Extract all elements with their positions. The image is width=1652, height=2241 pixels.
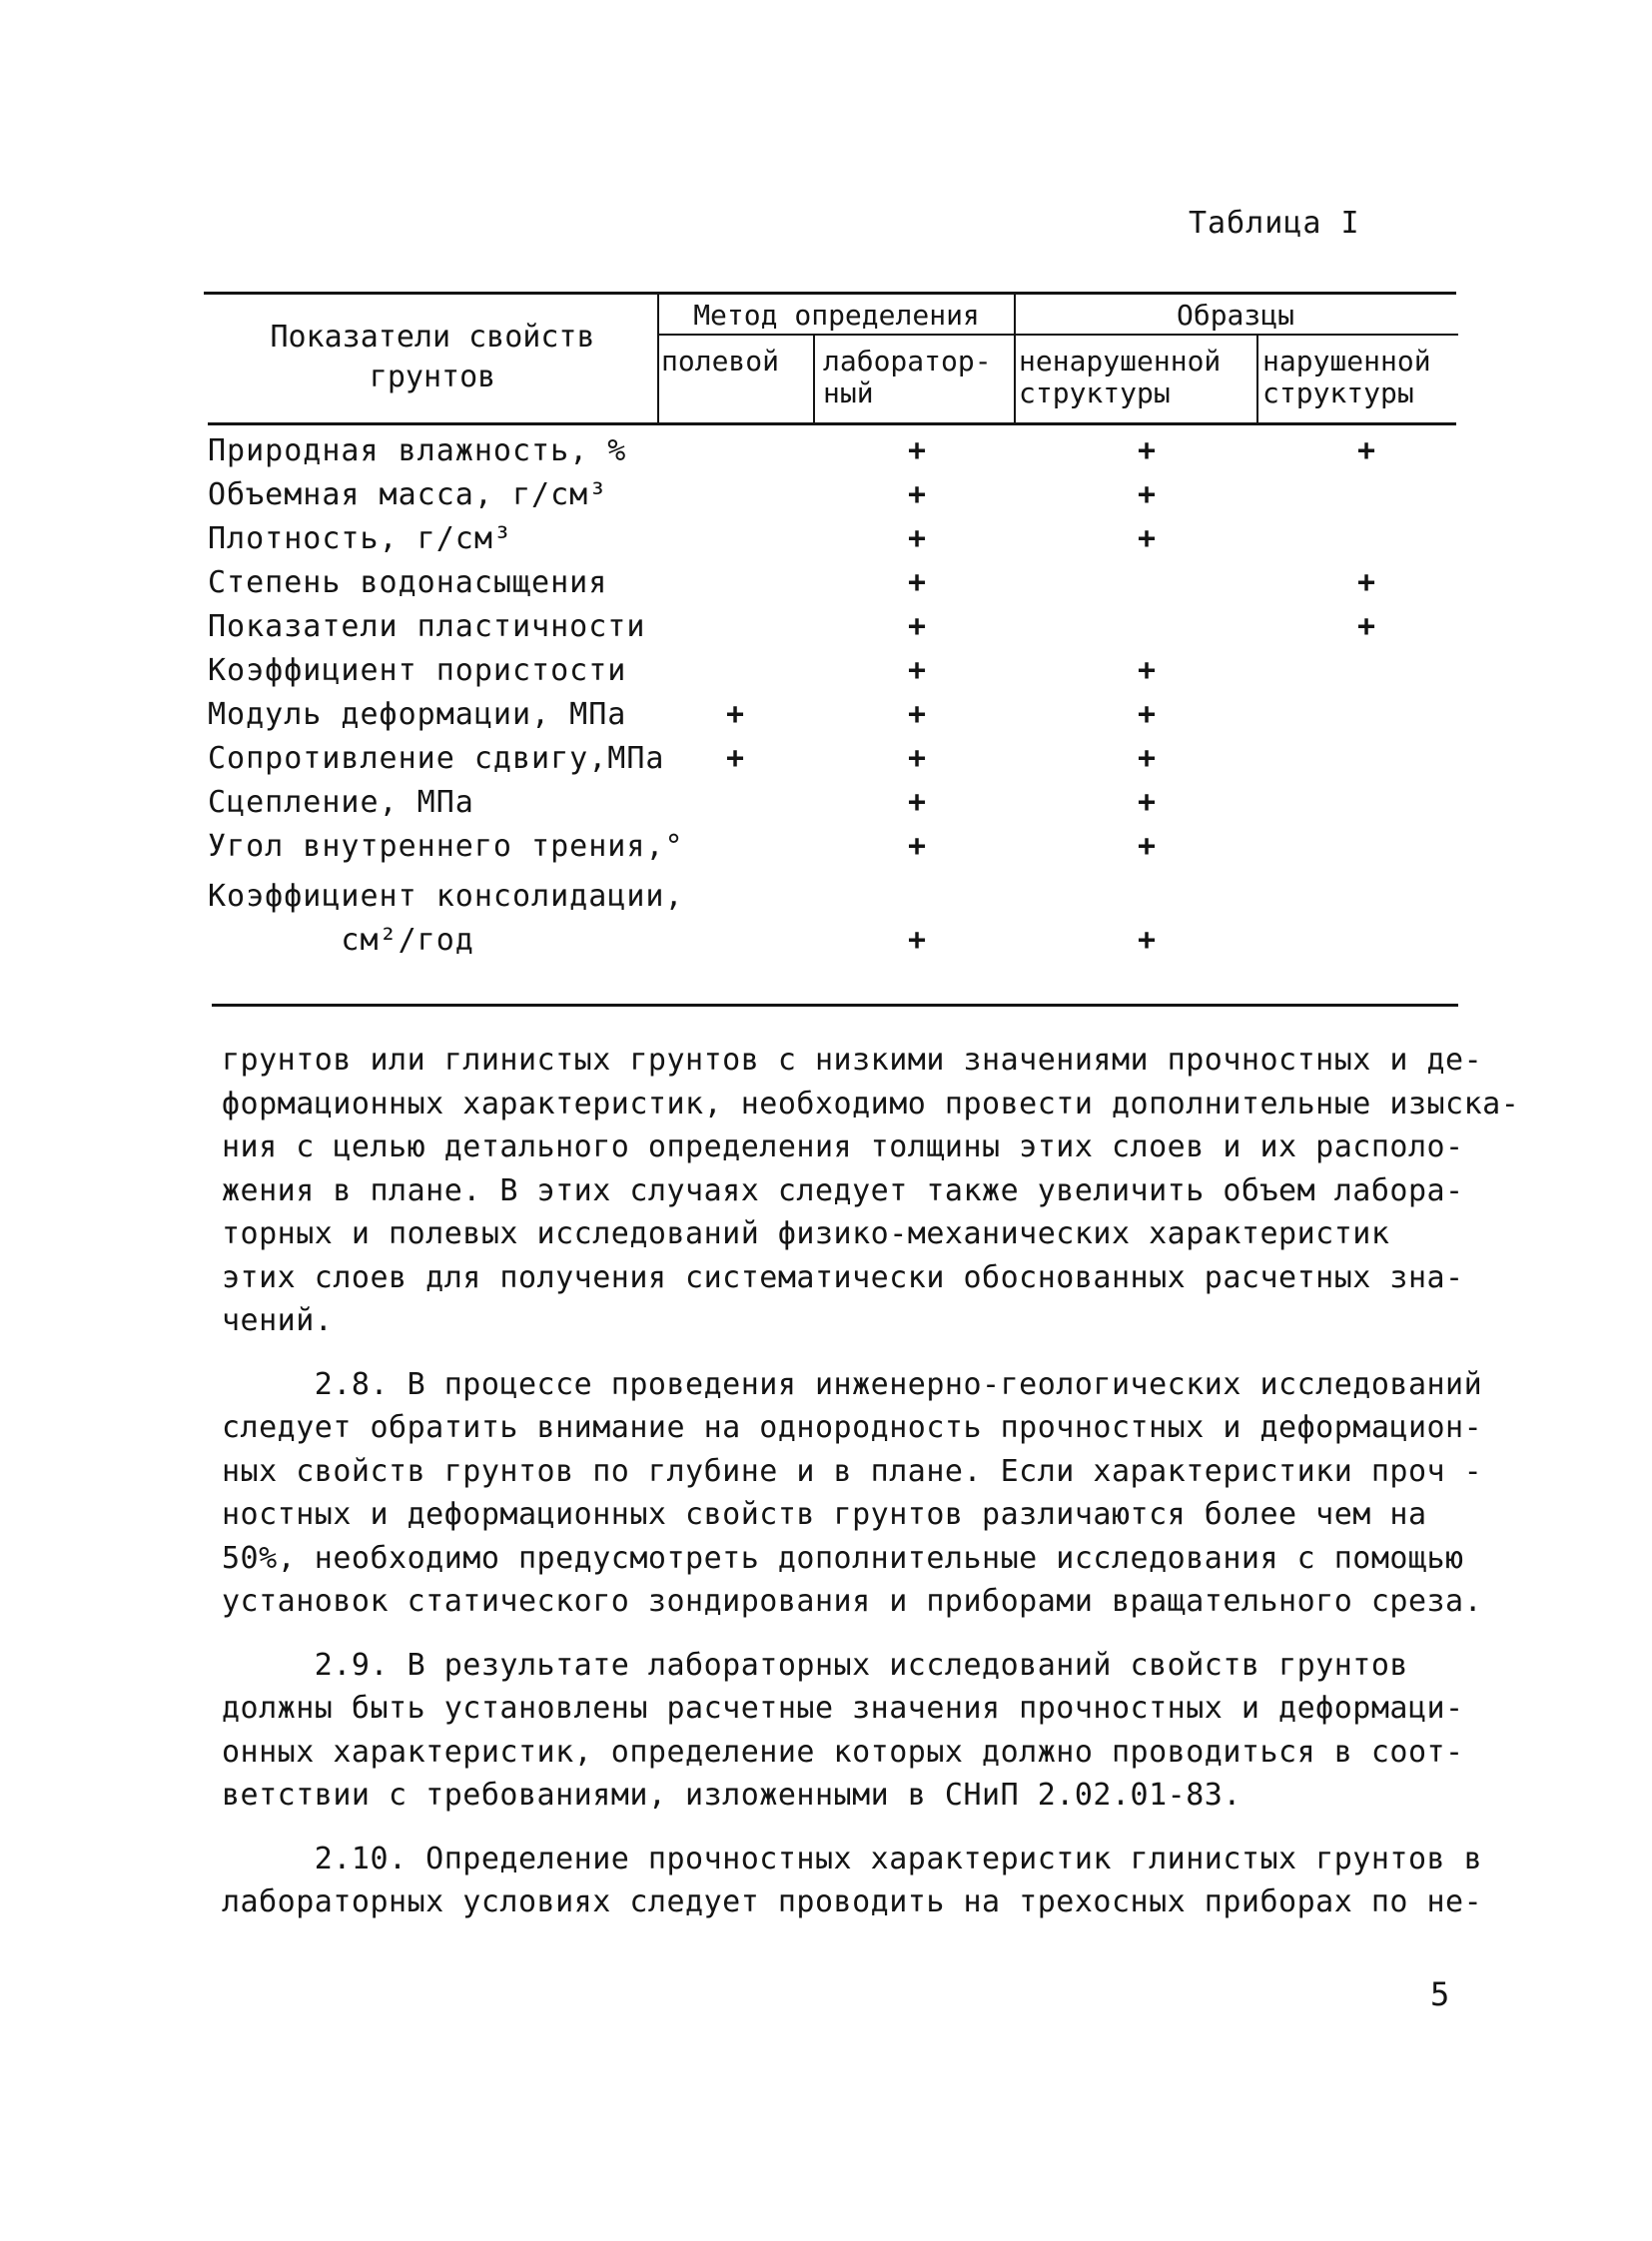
lab-mark: + [907,609,927,644]
header-bottom-rule [208,422,1456,425]
lab-mark: + [907,653,927,688]
table-row [208,609,1506,653]
header-divider [813,336,815,423]
lab-mark: + [907,521,927,556]
lab-mark: + [907,923,927,958]
lab-mark: + [907,565,927,600]
method-group-underline [659,334,1458,336]
row-label: Коэффициент консолидации, [208,879,684,914]
field-mark: + [725,741,745,776]
undisturbed-mark: + [1137,697,1157,732]
page-number: 5 [1430,1975,1450,2013]
table-row [208,697,1506,741]
body-text [222,1039,1520,1944]
row-label: Плотность, г/см³ [208,521,512,556]
row-label: Угол внутреннего трения,° [208,829,684,864]
header-samples-group: Образцы [1176,299,1294,332]
row-label: Сопротивление сдвигу,МПа [208,741,665,776]
row-label: Сцепление, МПа [208,785,474,820]
undisturbed-mark: + [1137,477,1157,512]
paragraph: 2.8. В процессе проведения инженерно-геологических исследований следует обратить внимание на однородность прочностных и деформацион- ных свойств грунтов по глубине и в плане. Если характеристики проч - ностных и деформационных свойств грунтов различаются более чем на 50%, необходимо предусмотреть дополнительные исследования с помощью установок статического зондирования и приборами вращательного среза. [222,1366,1483,1619]
disturbed-mark: + [1356,565,1376,600]
undisturbed-mark: + [1137,653,1157,688]
paragraph: 2.9. В результате лабораторных исследований свойств грунтов должны быть установлены расчетные значения прочностных и деформаци- онных характеристик, определение которых должно проводиться в соот- ветствии с требованиями, изложенными в СНиП 2.02.01-83. [222,1647,1464,1813]
table-row [208,433,1506,477]
lab-mark: + [907,741,927,776]
table-row [208,785,1506,829]
table-row [208,923,1506,967]
table-row [208,477,1506,521]
row-label: Объемная масса, г/см³ [208,477,608,512]
table-row [208,741,1506,785]
header-method-field: полевой [661,345,780,377]
row-label: см²/год [208,923,474,958]
lab-mark: + [907,697,927,732]
header-method-group: Метод определения [693,299,980,332]
header-samples-undisturbed: ненарушенной структуры [1019,345,1222,409]
field-mark: + [725,697,745,732]
row-label: Показатели пластичности [208,609,646,644]
table-bottom-rule [212,1004,1458,1007]
lab-mark: + [907,477,927,512]
row-label: Коэффициент пористости [208,653,627,688]
lab-mark: + [907,785,927,820]
header-divider [1256,336,1258,423]
disturbed-mark: + [1356,433,1376,468]
paragraph: грунтов или глинистых грунтов с низкими значениями прочностных и де- формационных характеристик, необходимо провести дополнительные изыска- ния с целью детального определения толщины этих слоев и их располо- жения в плане. В этих случаях следует также увеличить объем лабора- торных и полевых исследований физико-механических характеристик этих слоев для получения систематически обоснованных расчетных зна- чений. [222,1043,1520,1338]
row-label: Степень водонасыщения [208,565,608,600]
table-row [208,829,1506,873]
disturbed-mark: + [1356,609,1376,644]
row-label: Модуль деформации, МПа [208,697,627,732]
table-row [208,565,1506,609]
undisturbed-mark: + [1137,923,1157,958]
header-method-lab: лаборатор- ный [823,345,992,409]
undisturbed-mark: + [1137,521,1157,556]
lab-mark: + [907,433,927,468]
table-row [208,521,1506,565]
table-caption: Таблица I [1189,206,1360,241]
table-top-rule [204,292,1456,295]
header-property: Показатели свойств грунтов [270,320,595,394]
undisturbed-mark: + [1137,433,1157,468]
undisturbed-mark: + [1137,785,1157,820]
paragraph: 2.10. Определение прочностных характеристик глинистых грунтов в лабораторных условиях следует проводить на трехосных приборах по не- [222,1841,1483,1919]
table-row [208,879,1506,923]
row-label: Природная влажность, % [208,433,627,468]
table-row [208,653,1506,697]
lab-mark: + [907,829,927,864]
undisturbed-mark: + [1137,829,1157,864]
undisturbed-mark: + [1137,741,1157,776]
header-samples-disturbed: нарушенной структуры [1262,345,1431,409]
